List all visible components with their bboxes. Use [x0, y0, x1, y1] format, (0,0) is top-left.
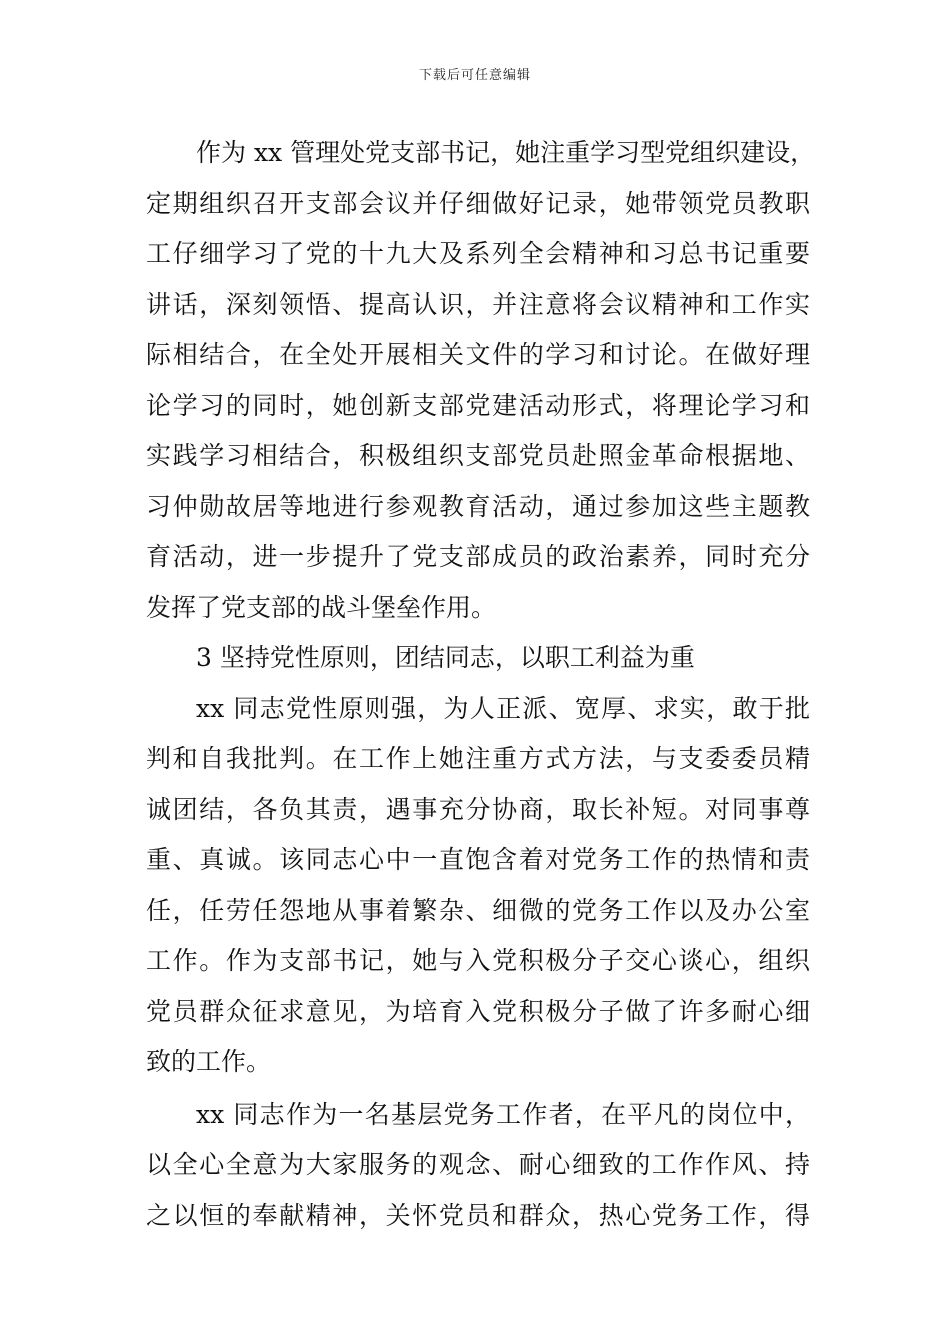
text-line: 作为 xx 管理处党支部书记，她注重学习型党组织建设，: [196, 138, 816, 167]
text-line: xx 同志作为一名基层党务工作者，在平凡的岗位中，: [196, 1099, 810, 1129]
document-body: [146, 128, 816, 1241]
text-line: 以全心全意为大家服务的观念、耐心细致的工作作风、持: [146, 1150, 810, 1179]
text-line: 任，任劳任怨地从事着繁杂、细微的党务工作以及办公室: [146, 895, 810, 925]
text-line: 党员群众征求意见，为培育入党积极分子做了许多耐心细: [146, 996, 810, 1026]
text-line: 之以恒的奉献精神，关怀党员和群众，热心党务工作，得: [146, 1200, 810, 1230]
text-line: 定期组织召开支部会议并仔细做好记录，她带领党员教职: [146, 188, 810, 218]
text-line: 实践学习相结合，积极组织支部党员赴照金革命根据地、: [146, 441, 810, 470]
text-line: xx 同志党性原则强，为人正派、宽厚、求实，敢于批: [196, 693, 810, 723]
text-line: 际相结合，在全处开展相关文件的学习和讨论。在做好理: [146, 340, 810, 369]
text-line: 工仔细学习了党的十九大及系列全会精神和习总书记重要: [146, 239, 810, 268]
text-line: 重、真诚。该同志心中一直饱含着对党务工作的热情和责: [146, 845, 810, 874]
text-line: 论学习的同时，她创新支部党建活动形式，将理论学习和: [146, 390, 810, 420]
text-line: 致的工作。: [146, 1047, 272, 1076]
text-line: 讲话，深刻领悟、提高认识，并注意将会议精神和工作实: [146, 289, 810, 319]
text-line: 判和自我批判。在工作上她注重方式方法，与支委委员精: [146, 744, 810, 773]
text-line: 工作。作为支部书记，她与入党积极分子交心谈心，组织: [146, 946, 810, 975]
text-line: 发挥了党支部的战斗堡垒作用。: [146, 592, 497, 622]
page-header-note: 下载后可任意编辑: [418, 68, 531, 83]
text-line: 育活动，进一步提升了党支部成员的政治素养，同时充分: [146, 542, 810, 571]
section-heading: 3 坚持党性原则，团结同志，以职工利益为重: [196, 643, 695, 672]
text-line: 习仲勋故居等地进行参观教育活动，通过参加这些主题教: [146, 491, 810, 521]
text-line: 诚团结，各负其责，遇事充分协商，取长补短。对同事尊: [146, 794, 810, 824]
